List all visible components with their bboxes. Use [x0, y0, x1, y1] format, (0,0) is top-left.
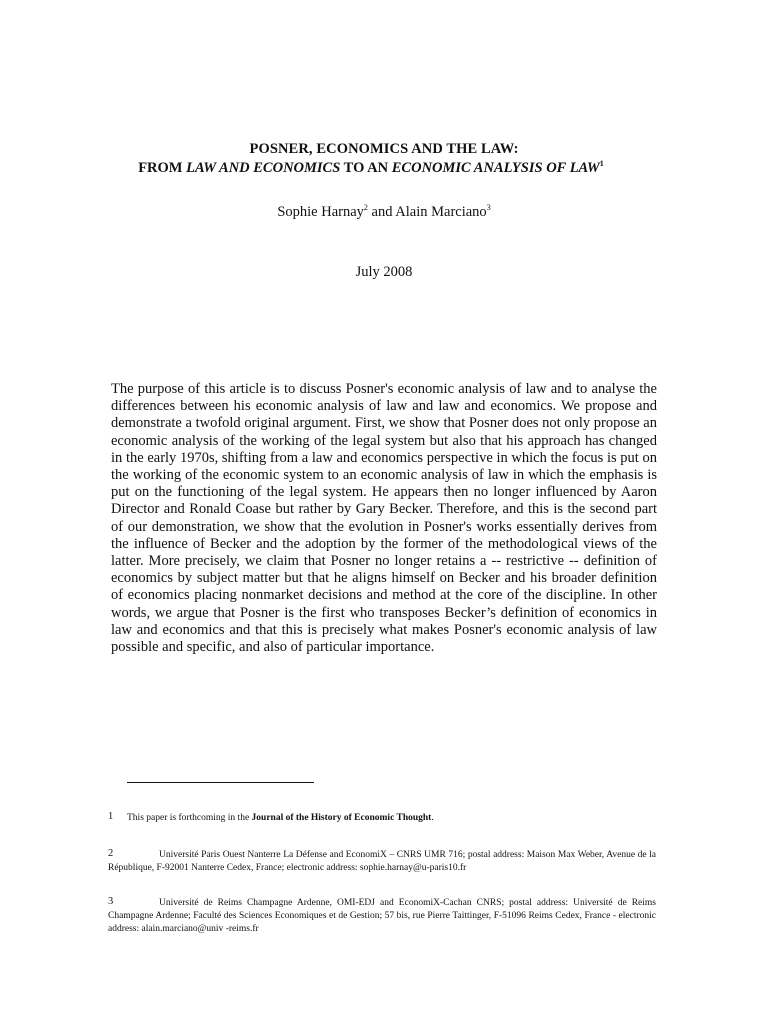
- author-2: Alain Marciano: [395, 204, 487, 220]
- footnote-3: [108, 897, 656, 936]
- title-from: FROM: [138, 160, 187, 176]
- footnote-2: [108, 849, 656, 875]
- title-to-an: TO AN: [340, 160, 392, 176]
- footnote-divider: [127, 782, 314, 783]
- abstract-paragraph: The purpose of this article is to discuss Posner's economic analysis of law and to analyse the differences between his economic analysis of law and law and economics. We propose and demonstrate a twofold original argument. First, we show that Posner does not only propose an economic analysis of the working of the legal system but also that his approach has changed in the early 1970s, shifting from a law and economics perspective in which the focus is put on the working of the economic system to an economic analysis of law in which the emphasis is put on the functioning of the legal system. He appears then no longer influenced by Aaron Director and Ronald Coase but rather by Gary Becker. Therefore, and this is the second part of our demonstration, we show that the evolution in Posner's works essentially derives from the influence of Becker and the adoption by the former of the methodological views of the latter. More precisely, we claim that Posner no longer retains a -- restrictive -- definition of economics by subject matter but that he aligns himself on Becker and his broader definition of economics placing nonmarket decisions and method at the core of the discipline. In other words, we argue that Posner is the first who transposes Becker’s definition of economics in law and economics and that this is precisely what makes Posner's economic analysis of law possible and specific, and also of particular importance.: [111, 381, 657, 656]
- authors-line: [0, 204, 768, 221]
- author-1: Sophie Harnay: [277, 204, 364, 220]
- footnote-1-number: 1: [108, 811, 114, 822]
- title-line-2: [0, 160, 742, 177]
- authors-conjunction: and: [367, 204, 396, 220]
- footnote-2-number: 2: [108, 848, 114, 859]
- author-2-marker: 3: [486, 203, 491, 213]
- title-footnote-marker: 1: [599, 159, 604, 169]
- author-1-marker: 2: [363, 203, 368, 213]
- footnote-1-text: [108, 812, 656, 825]
- footnote-3-number: 3: [108, 896, 114, 907]
- footnote-3-text: Université de Reims Champagne Ardenne, OMI-EDJ and EconomiX-Cachan CNRS; postal address: Université de Reims Champagne Ardenne; Faculté des Sciences Economiques et de Gestion; 57 bis, rue Pierre Taittinger, F-51096 Reims Cedex, France - electronic address: alain.marciano@univ -reims.fr: [108, 898, 656, 934]
- footnote-2-text: Université Paris Ouest Nanterre La Défense and EconomiX – CNRS UMR 716; postal address: Maison Max Weber, Avenue de la République, F-92001 Nanterre Cedex, France; electronic address: sophie.harnay@u-paris10.fr: [108, 850, 656, 873]
- footnote-1-suffix: .: [431, 813, 434, 823]
- footnote-1: [108, 812, 656, 825]
- title-line-1: POSNER, ECONOMICS AND THE LAW:: [249, 141, 519, 157]
- title-italic-law-and-economics: LAW AND ECONOMICS: [186, 160, 341, 176]
- title-italic-economic-analysis: ECONOMIC ANALYSIS OF LAW: [391, 160, 600, 176]
- publication-date: July 2008: [355, 264, 413, 280]
- footnote-1-prefix: This paper is forthcoming in the: [127, 813, 252, 823]
- footnote-1-journal: Journal of the History of Economic Thought: [251, 813, 432, 823]
